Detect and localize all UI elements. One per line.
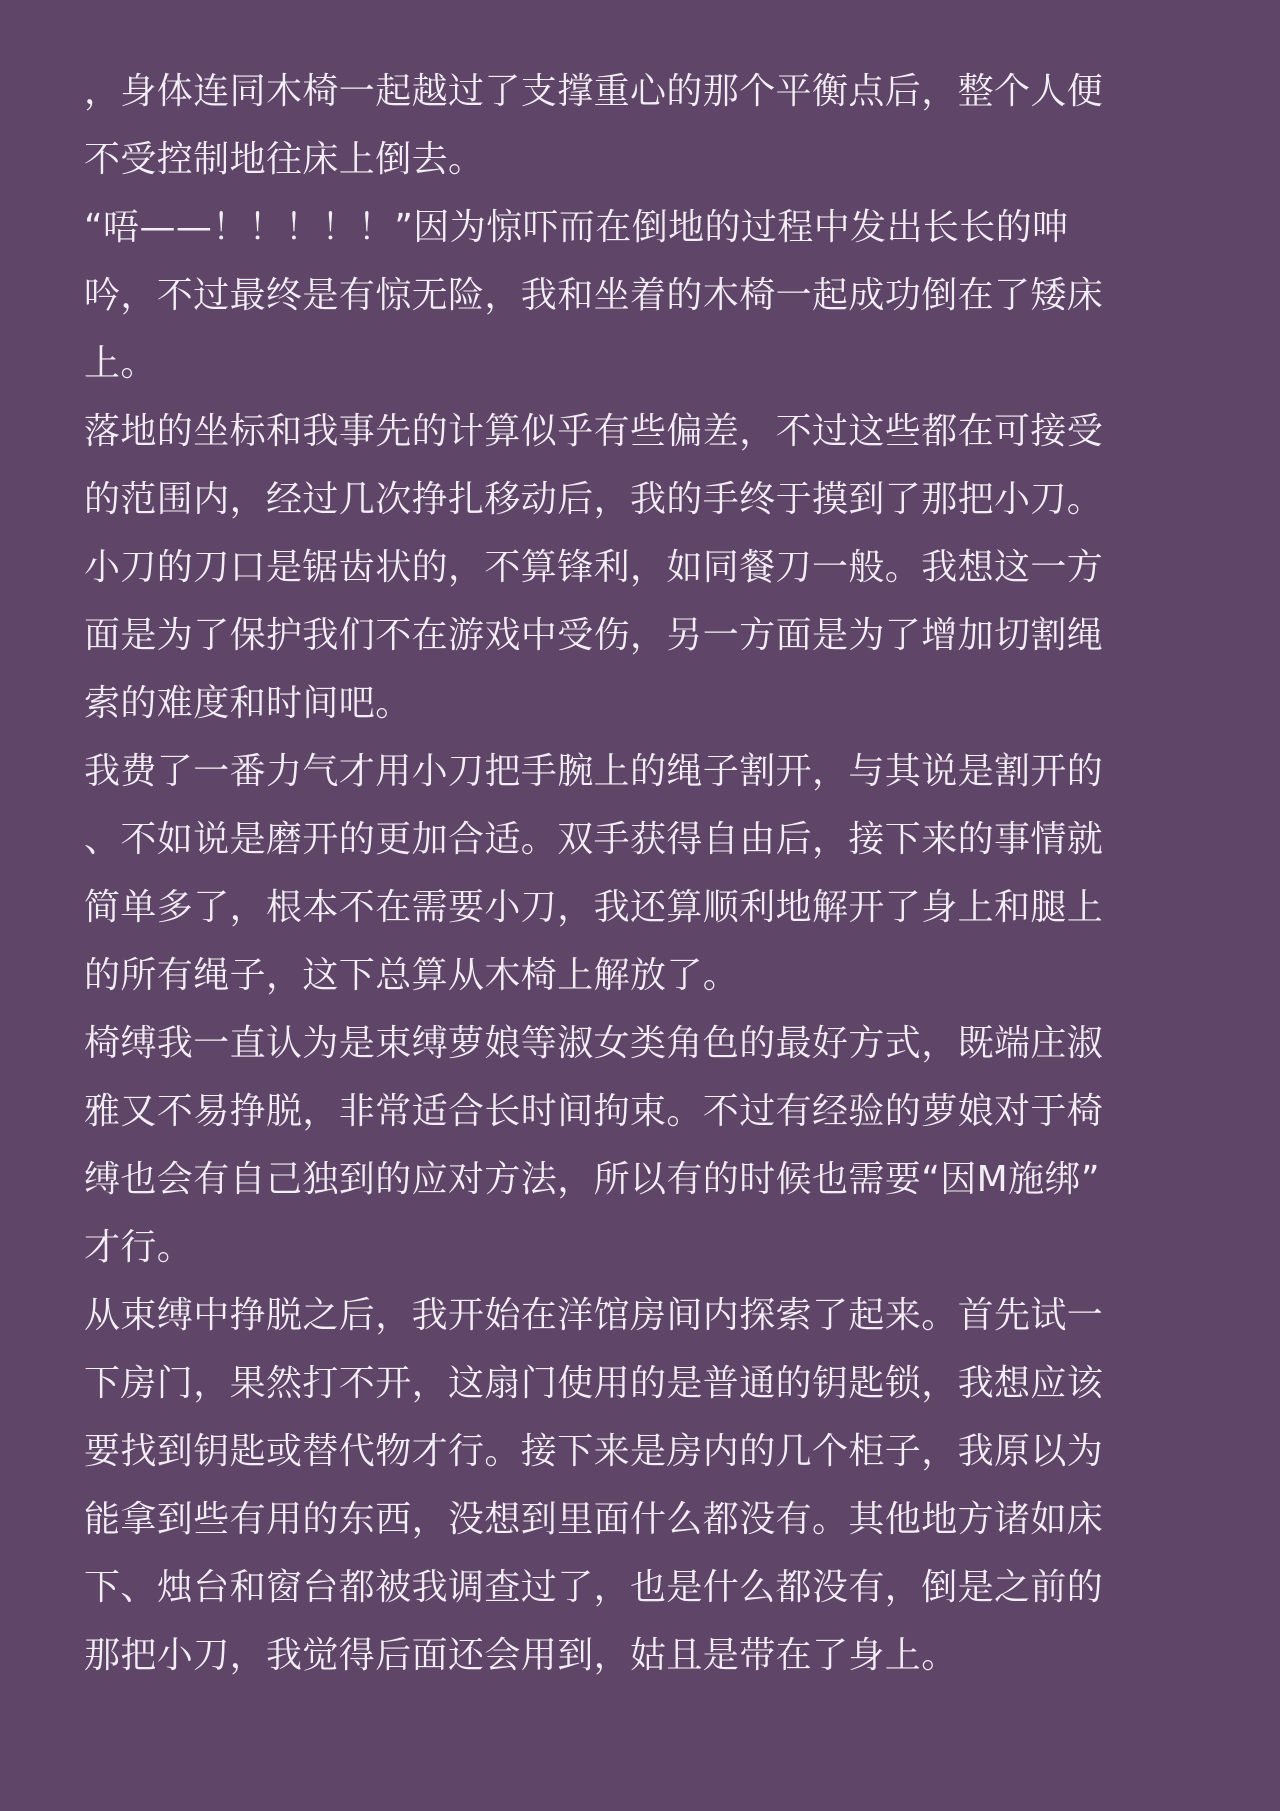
text-line: 简单多了，根本不在需要小刀，我还算顺利地解开了身上和腿上 <box>84 887 1104 928</box>
text-line: 要找到钥匙或替代物才行。接下来是房内的几个柜子，我原以为 <box>84 1431 1104 1472</box>
text-line: 小刀的刀口是锯齿状的，不算锋利，如同餐刀一般。我想这一方 <box>84 547 1104 588</box>
text-line: 那把小刀，我觉得后面还会用到，姑且是带在了身上。 <box>84 1635 958 1676</box>
text-line: 才行。 <box>84 1227 194 1268</box>
text-line: 的范围内，经过几次挣扎移动后，我的手终于摸到了那把小刀。 <box>84 479 1104 520</box>
text-line: 下房门，果然打不开，这扇门使用的是普通的钥匙锁，我想应该 <box>84 1363 1104 1404</box>
text-line: 、不如说是磨开的更加合适。双手获得自由后，接下来的事情就 <box>84 819 1104 860</box>
text-line: 雅又不易挣脱，非常适合长时间拘束。不过有经验的萝娘对于椅 <box>84 1091 1104 1132</box>
story-text <box>84 58 1196 1690</box>
text-line: 上。 <box>84 343 157 384</box>
text-line: 下、烛台和窗台都被我调查过了，也是什么都没有，倒是之前的 <box>84 1567 1104 1608</box>
text-line: 不受控制地往床上倒去。 <box>84 139 485 180</box>
text-line: 能拿到些有用的东西，没想到里面什么都没有。其他地方诸如床 <box>84 1499 1104 1540</box>
text-line: ，身体连同木椅一起越过了支撑重心的那个平衡点后，整个人便 <box>84 71 1104 112</box>
text-line: “唔——！！！！！”因为惊吓而在倒地的过程中发出长长的呻 <box>84 207 1069 248</box>
text-line: 从束缚中挣脱之后，我开始在洋馆房间内探索了起来。首先试一 <box>84 1295 1104 1336</box>
text-line: 我费了一番力气才用小刀把手腕上的绳子割开，与其说是割开的 <box>84 751 1104 792</box>
text-line: 吟，不过最终是有惊无险，我和坐着的木椅一起成功倒在了矮床 <box>84 275 1104 316</box>
text-line: 面是为了保护我们不在游戏中受伤，另一方面是为了增加切割绳 <box>84 615 1104 656</box>
text-line: 落地的坐标和我事先的计算似乎有些偏差，不过这些都在可接受 <box>84 411 1104 452</box>
text-line: 的所有绳子，这下总算从木椅上解放了。 <box>84 955 740 996</box>
text-line: 椅缚我一直认为是束缚萝娘等淑女类角色的最好方式，既端庄淑 <box>84 1023 1104 1064</box>
text-line: 缚也会有自己独到的应对方法，所以有的时候也需要“因M施绑” <box>84 1159 1100 1200</box>
text-line: 索的难度和时间吧。 <box>84 683 412 724</box>
